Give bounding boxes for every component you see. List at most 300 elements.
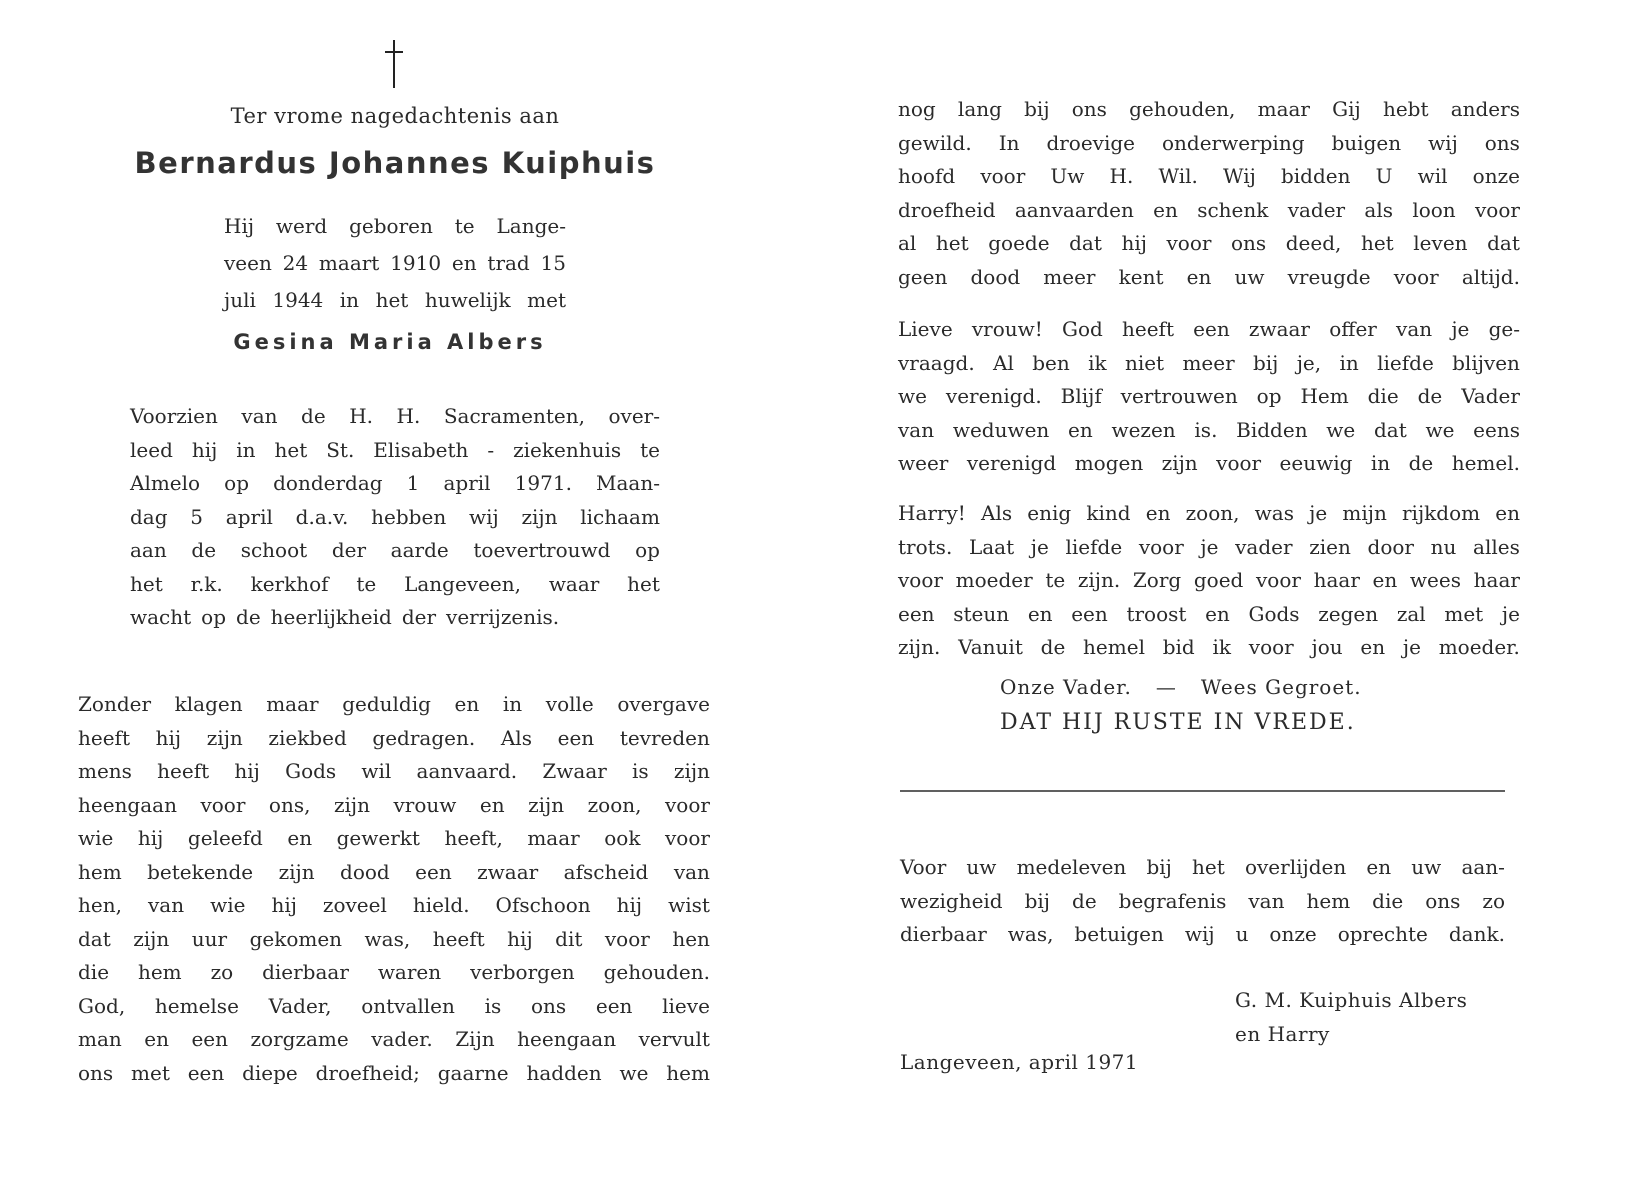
- word: eeuwig: [1279, 451, 1353, 475]
- word: ons: [1484, 130, 1520, 155]
- word: hij: [137, 826, 164, 850]
- word: Als: [981, 501, 1013, 525]
- signature: [1235, 983, 1467, 1051]
- word: voor: [1138, 534, 1184, 559]
- word: waar: [548, 571, 600, 596]
- text-line: [78, 822, 710, 856]
- word: voor: [1475, 197, 1520, 222]
- word: zo: [210, 960, 234, 984]
- word: en: [1145, 501, 1171, 525]
- word: overgave: [617, 692, 710, 716]
- word: en: [454, 692, 480, 716]
- intro-text: Ter vrome nagedachtenis aan: [230, 104, 560, 128]
- word: wij: [1428, 130, 1458, 155]
- word: weer: [898, 451, 949, 475]
- word: meer: [1043, 264, 1096, 289]
- word: goed: [1193, 568, 1244, 592]
- word: medeleven: [1016, 855, 1127, 879]
- word: schenk: [1197, 197, 1269, 222]
- word: op: [1256, 384, 1282, 408]
- word: deed,: [1285, 231, 1342, 255]
- word: zijn: [521, 504, 558, 529]
- word: hij: [191, 437, 218, 462]
- word: je: [1200, 534, 1219, 559]
- word: met: [131, 1060, 170, 1085]
- word: ook: [604, 826, 641, 850]
- word: dit: [555, 926, 583, 951]
- word: zijn: [1161, 451, 1198, 475]
- word: aan: [130, 538, 167, 562]
- word: zoon,: [1185, 501, 1240, 525]
- word: hebt: [1382, 97, 1429, 121]
- word: donderdag: [273, 471, 383, 495]
- word: begrafenis: [1118, 888, 1227, 913]
- word: te: [356, 571, 377, 596]
- text-line: [898, 160, 1520, 194]
- word: je: [1501, 601, 1520, 626]
- word: mens: [78, 759, 132, 783]
- text-line: [78, 1057, 710, 1091]
- word: zwaar: [477, 859, 539, 884]
- word: offer: [1329, 317, 1377, 341]
- word: wees: [1409, 568, 1461, 592]
- word: heeft: [1121, 317, 1174, 341]
- word: mogen: [1074, 451, 1144, 475]
- signature-line-1: G. M. Kuiphuis Albers: [1235, 988, 1468, 1012]
- word: Gij: [1332, 97, 1361, 121]
- word: troost: [1126, 601, 1187, 626]
- text-line: [898, 380, 1520, 414]
- son-paragraph: [898, 497, 1520, 665]
- word: zien: [1309, 534, 1351, 559]
- thanks-paragraph: [900, 851, 1505, 952]
- word: de: [1040, 635, 1066, 659]
- place-date: Langeveen, april 1971: [900, 1050, 1139, 1074]
- text-line: [78, 755, 710, 789]
- word: april: [443, 471, 491, 495]
- word: voor: [1393, 264, 1439, 289]
- word: van: [898, 417, 935, 442]
- word: gehouden,: [1129, 97, 1236, 121]
- word: buigen: [1331, 130, 1402, 155]
- word: haar: [1473, 568, 1520, 592]
- text-line: [78, 688, 710, 722]
- word: Wil.: [1158, 164, 1198, 188]
- word: bij: [1252, 350, 1279, 375]
- word: wist: [668, 893, 710, 917]
- word: je: [1030, 534, 1049, 559]
- text-line: [130, 400, 660, 434]
- word: de: [1072, 888, 1097, 913]
- word: hij: [271, 893, 297, 917]
- word: waren: [377, 960, 442, 984]
- word: onze: [1269, 922, 1317, 946]
- word: heeft: [78, 725, 130, 750]
- word: schoot: [240, 538, 308, 562]
- word: zijn: [278, 859, 315, 884]
- word: heeft,: [444, 826, 503, 850]
- word: de: [1417, 384, 1443, 408]
- text-line: [898, 261, 1520, 295]
- word: maar: [527, 826, 580, 850]
- word: aan-: [1461, 855, 1505, 879]
- word: Zwaar: [542, 759, 607, 783]
- word: moeder: [955, 568, 1033, 592]
- text-line: [78, 1023, 710, 1057]
- word: hebben: [371, 504, 447, 529]
- word: ge-: [1488, 317, 1520, 341]
- word: vader: [1235, 534, 1293, 559]
- word: St.: [326, 437, 355, 462]
- word: leven: [1413, 231, 1468, 255]
- word: in: [1339, 350, 1359, 375]
- word: gedragen.: [372, 725, 476, 750]
- word: afscheid: [563, 859, 649, 884]
- word: der: [401, 605, 437, 629]
- word: hem: [1306, 888, 1351, 913]
- word: we: [898, 384, 927, 408]
- text-line: [898, 313, 1520, 347]
- word: Gods: [285, 759, 337, 783]
- word: ziekbed: [268, 725, 347, 750]
- word: de: [1408, 451, 1434, 475]
- word: een: [1071, 601, 1108, 626]
- word: niet: [1124, 350, 1165, 375]
- word: door: [1367, 534, 1414, 559]
- word: Laat: [968, 534, 1015, 559]
- word: op: [201, 605, 227, 629]
- word: Elisabeth: [373, 437, 469, 462]
- word: Voor: [900, 855, 947, 879]
- text-line: [898, 497, 1520, 531]
- word: dat: [1373, 417, 1407, 442]
- word: Vanuit: [958, 635, 1023, 659]
- word: kerkhof: [250, 571, 329, 596]
- word: zo: [1482, 888, 1505, 913]
- word: droevige: [1046, 130, 1136, 155]
- text-line: [130, 568, 660, 602]
- word: enig: [1027, 501, 1072, 525]
- word: hem: [78, 859, 122, 884]
- word: voor: [898, 568, 943, 592]
- word: u: [1235, 922, 1249, 946]
- text-line: [130, 467, 660, 501]
- word: zoon,: [587, 792, 642, 817]
- text-line: [78, 789, 710, 823]
- word: een: [415, 859, 452, 884]
- text-line: [78, 856, 710, 890]
- word: Bidden: [1236, 417, 1308, 442]
- word: en: [1372, 568, 1398, 592]
- word: gewild.: [898, 130, 972, 155]
- signature-line-2: en Harry: [1235, 1022, 1330, 1046]
- word: heengaan: [517, 1027, 617, 1051]
- word: en: [1205, 601, 1230, 626]
- word: haar: [1313, 568, 1360, 592]
- word: het: [1360, 231, 1394, 255]
- word: heeft: [157, 759, 210, 783]
- word: geduldig: [342, 692, 431, 716]
- word: diepe: [242, 1060, 298, 1085]
- word: wie: [210, 893, 246, 917]
- word: van: [673, 859, 710, 884]
- word: Zonder: [78, 692, 152, 716]
- word: van: [1396, 317, 1433, 341]
- word: uur: [191, 926, 228, 951]
- word: Vader: [1461, 384, 1520, 408]
- word: loon: [1412, 197, 1456, 222]
- word: goede: [988, 231, 1050, 255]
- word: als: [1364, 197, 1394, 222]
- word: Zorg: [1132, 568, 1182, 592]
- word: d.a.v.: [295, 504, 349, 529]
- word: onze: [1472, 164, 1520, 188]
- word: der: [331, 538, 367, 562]
- word: de: [301, 404, 326, 428]
- word: altijd.: [1461, 264, 1520, 289]
- word: we: [619, 1060, 649, 1085]
- word: vrouw!: [971, 317, 1043, 341]
- word: God,: [78, 993, 126, 1018]
- word: droefheid: [898, 197, 996, 222]
- word: dat: [1069, 231, 1102, 255]
- word: met: [1444, 601, 1484, 626]
- word: vraagd.: [898, 350, 975, 375]
- word: hoofd: [898, 164, 956, 188]
- word: was: [1254, 501, 1294, 525]
- word: 1971.: [514, 471, 572, 495]
- text-line: [898, 347, 1520, 381]
- word: Almelo: [130, 471, 201, 495]
- word: dood: [970, 264, 1021, 289]
- word: zijn.: [1077, 568, 1121, 592]
- word: het: [935, 231, 969, 255]
- word: ons: [1425, 888, 1461, 913]
- word: een: [187, 1060, 225, 1085]
- text-line: [130, 534, 660, 568]
- word: meer: [1182, 350, 1235, 375]
- word: uw: [966, 855, 997, 879]
- birth-line: veen 24 maart 1910 en trad 15: [224, 251, 566, 275]
- word: tevreden: [619, 725, 710, 750]
- word: een: [1193, 317, 1230, 341]
- word: die: [78, 960, 110, 984]
- word: wie: [78, 826, 114, 850]
- tribute-paragraph: [78, 688, 710, 1090]
- word: hem: [137, 960, 182, 984]
- prayer-separator: —: [1155, 675, 1177, 699]
- word: in: [236, 437, 256, 462]
- word: vader.: [371, 1027, 433, 1051]
- word: en: [1068, 417, 1093, 442]
- word: ontvallen: [361, 993, 455, 1018]
- word: in: [1370, 451, 1391, 475]
- right-page: [880, 0, 1580, 1200]
- cross-icon: [383, 40, 405, 88]
- text-line: [130, 434, 660, 468]
- word: en: [144, 1027, 169, 1051]
- word: Uw: [1050, 164, 1085, 188]
- word: Als: [500, 725, 532, 750]
- word: hadden: [526, 1060, 602, 1085]
- text-line: [898, 598, 1520, 632]
- text-line: [898, 227, 1520, 261]
- word: ons,: [268, 792, 311, 817]
- word: en: [1495, 501, 1520, 525]
- word: bij: [1024, 97, 1050, 121]
- word: lichaam: [580, 504, 660, 529]
- word: aanvaarden: [1014, 197, 1134, 222]
- word: betuigen: [1074, 922, 1164, 946]
- word: je: [1402, 635, 1421, 659]
- word: Voorzien: [130, 404, 218, 428]
- word: het: [627, 571, 660, 596]
- word: Wij: [1222, 164, 1256, 188]
- word: vader: [1287, 197, 1346, 222]
- word: overlijden: [1244, 855, 1347, 879]
- word: Al: [993, 350, 1014, 375]
- word: voor: [1255, 568, 1301, 592]
- word: de: [236, 605, 261, 629]
- word: heengaan: [78, 792, 177, 817]
- word: ben: [1032, 350, 1070, 375]
- word: vervult: [638, 1027, 710, 1051]
- word: jou: [1311, 635, 1343, 659]
- word: en: [287, 826, 313, 850]
- word: klagen: [174, 692, 243, 716]
- word: nog: [898, 97, 936, 121]
- word: God: [1061, 317, 1103, 341]
- text-line: [900, 885, 1505, 919]
- word: al: [898, 231, 917, 255]
- text-line: [898, 631, 1520, 665]
- word: van: [1248, 888, 1285, 913]
- text-line: [898, 194, 1520, 228]
- word: en: [1366, 855, 1392, 879]
- word: zwaar: [1248, 317, 1310, 341]
- word: dood: [340, 859, 390, 884]
- word: 1: [406, 471, 420, 495]
- word: verborgen: [470, 960, 575, 984]
- word: Zijn: [455, 1027, 495, 1051]
- word: op: [635, 538, 660, 562]
- text-line: [898, 531, 1520, 565]
- word: verenigd: [966, 451, 1057, 475]
- word: in: [502, 692, 523, 716]
- prayer-paragraph: [898, 93, 1520, 294]
- word: nu: [1430, 534, 1457, 559]
- word: wil: [1417, 164, 1448, 188]
- word: voor: [1248, 635, 1294, 659]
- word: over-: [608, 404, 660, 428]
- word: uw: [1234, 264, 1265, 289]
- word: maar: [1257, 97, 1310, 121]
- word: hen,: [78, 893, 122, 917]
- word: steun: [953, 601, 1010, 626]
- word: vertrouwen: [1120, 384, 1238, 408]
- word: van: [147, 893, 185, 917]
- word: droefheid;: [315, 1060, 420, 1085]
- word: -: [487, 437, 495, 462]
- word: gekomen: [249, 926, 343, 951]
- spouse-name: Gesina Maria Albers: [233, 330, 547, 354]
- word: heerlijkheid: [270, 605, 392, 629]
- word: en: [1186, 264, 1212, 289]
- word: leed: [130, 437, 173, 462]
- prayer-hail-mary: Wees Gegroet.: [1200, 675, 1362, 699]
- text-line: [130, 601, 660, 635]
- prayer-our-father: Onze Vader.: [1000, 675, 1132, 699]
- word: bid: [1162, 635, 1195, 659]
- word: Vader,: [268, 993, 332, 1018]
- word: voor: [1166, 231, 1212, 255]
- word: eens: [1473, 417, 1520, 442]
- word: hij: [507, 926, 533, 951]
- word: een: [898, 601, 935, 626]
- word: onderwerping: [1161, 130, 1305, 155]
- word: aarde: [390, 538, 449, 562]
- word: Maan-: [596, 471, 660, 495]
- word: dag: [130, 504, 168, 529]
- word: bij: [1146, 855, 1172, 879]
- word: hij: [1121, 231, 1147, 255]
- word: ons: [530, 993, 567, 1018]
- text-line: [898, 447, 1520, 481]
- word: vrouw: [393, 792, 457, 817]
- word: Ofschoon: [495, 893, 591, 917]
- word: die: [1367, 384, 1399, 408]
- word: In: [998, 130, 1020, 155]
- word: vreugde: [1287, 264, 1371, 289]
- word: en: [1027, 601, 1053, 626]
- word: zijn: [333, 792, 370, 817]
- left-page: [0, 0, 760, 1200]
- word: weduwen: [952, 417, 1050, 442]
- word: wil: [361, 759, 392, 783]
- word: voor: [664, 826, 710, 850]
- word: Blijf: [1060, 384, 1102, 408]
- word: zegen: [1318, 601, 1379, 626]
- word: zal: [1396, 601, 1426, 626]
- word: wij: [468, 504, 499, 529]
- word: je,: [1296, 350, 1322, 375]
- word: zoveel: [322, 893, 387, 917]
- word: voor: [664, 792, 710, 817]
- word: Sacramenten,: [443, 404, 585, 428]
- word: ons: [1231, 231, 1267, 255]
- word: anders: [1450, 97, 1520, 121]
- word: uw: [1411, 855, 1442, 879]
- word: hemel: [1083, 635, 1145, 659]
- word: we: [1425, 417, 1455, 442]
- word: geleefd: [187, 826, 263, 850]
- word: U: [1375, 164, 1393, 188]
- word: H.: [1109, 164, 1134, 188]
- word: op: [224, 471, 250, 495]
- deceased-name: Bernardus Johannes Kuiphuis: [134, 146, 656, 180]
- word: hij: [616, 893, 643, 917]
- word: Lieve: [898, 317, 953, 341]
- word: te: [1045, 568, 1066, 592]
- word: hij: [155, 725, 182, 750]
- text-line: [78, 889, 710, 923]
- word: voor: [1216, 451, 1262, 475]
- word: een: [191, 1027, 229, 1051]
- rest-in-peace: DAT HIJ RUSTE IN VREDE.: [1000, 710, 1356, 735]
- word: je: [1451, 317, 1470, 341]
- birth-line: Hij werd geboren te Lange-: [224, 214, 566, 238]
- word: hemelse: [154, 993, 239, 1018]
